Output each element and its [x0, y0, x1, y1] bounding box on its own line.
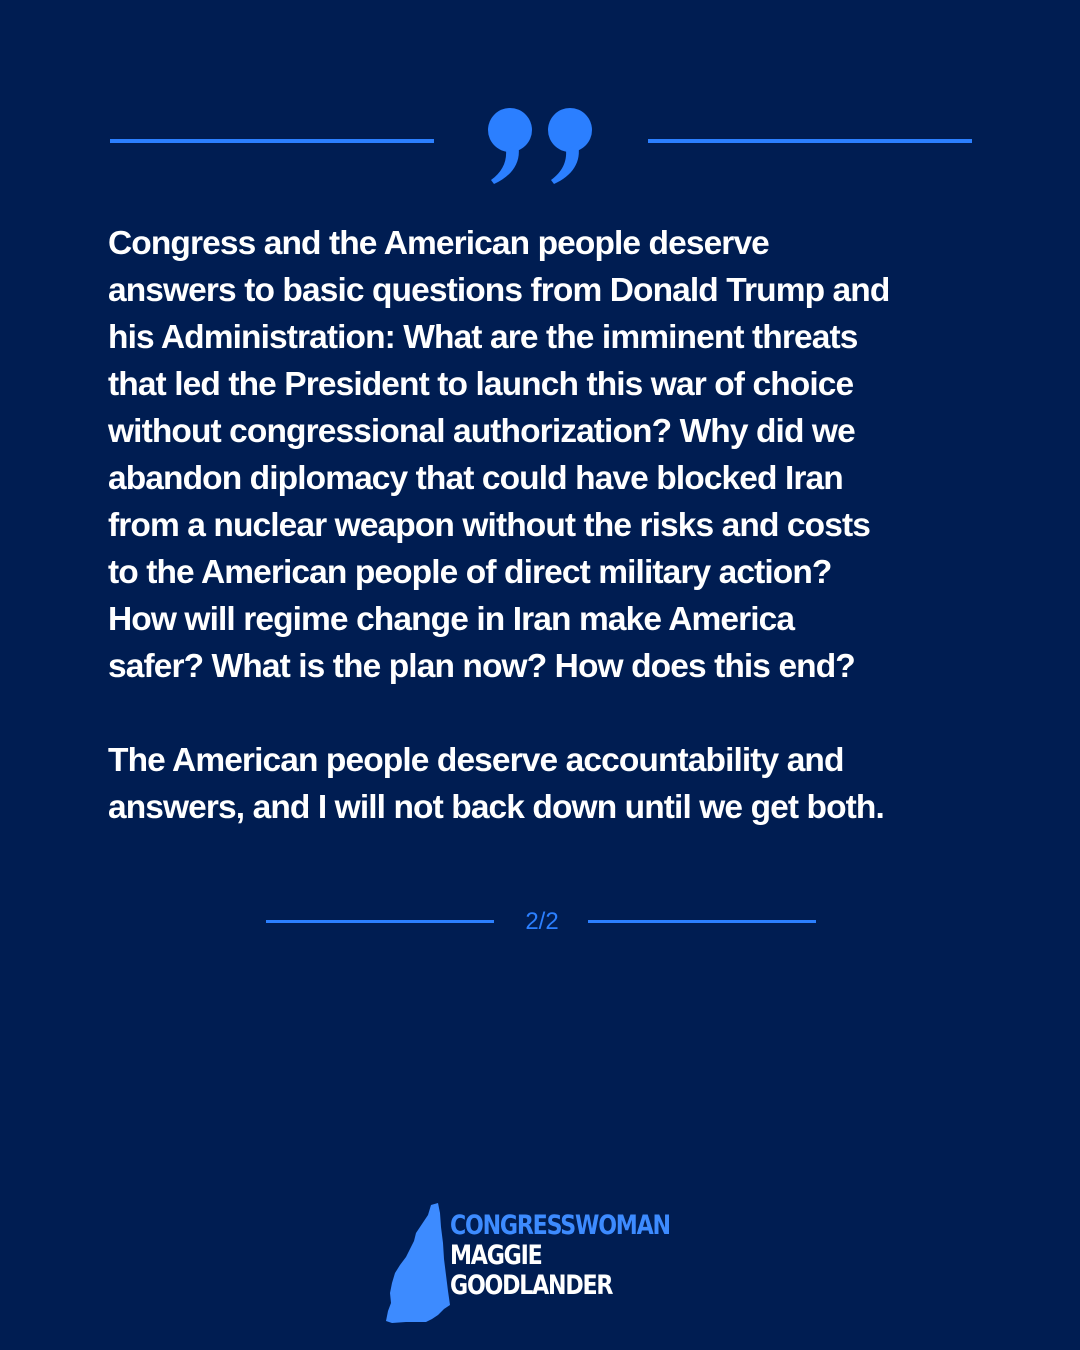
- top-left-divider: [110, 139, 434, 143]
- new-hampshire-state-icon: [386, 1203, 450, 1325]
- quote-paragraph: Congress and the American people deserve answers to basic questions from Donald Trump and his Administration: What are the imminent threats that led the President to launch this war of choice without congressional authorization? Why did we abandon diplomacy that could have blocked Iran from a nuclear weapon without the risks and costs to the American people of direct military action? How will regime change in Iran make America safer? What is the plan now? How does this end?: [108, 225, 890, 685]
- logo-last-name: GOODLANDER: [450, 1270, 613, 1301]
- logo-wordmark: [450, 1211, 670, 1301]
- logo-title-line: CONGRESSWOMAN: [450, 1210, 670, 1241]
- logo-first-name: MAGGIE: [450, 1240, 542, 1271]
- congresswoman-logo: [386, 1203, 706, 1327]
- page-indicator-right-divider: [588, 920, 816, 923]
- page-indicator: 2/2: [525, 908, 559, 935]
- quotation-marks-icon: [478, 100, 602, 184]
- page-indicator-left-divider: [266, 920, 494, 923]
- top-right-divider: [648, 139, 972, 143]
- quote-text: [108, 220, 988, 831]
- quote-paragraph: The American people deserve accountability and answers, and I will not back down until we get both.: [108, 742, 884, 826]
